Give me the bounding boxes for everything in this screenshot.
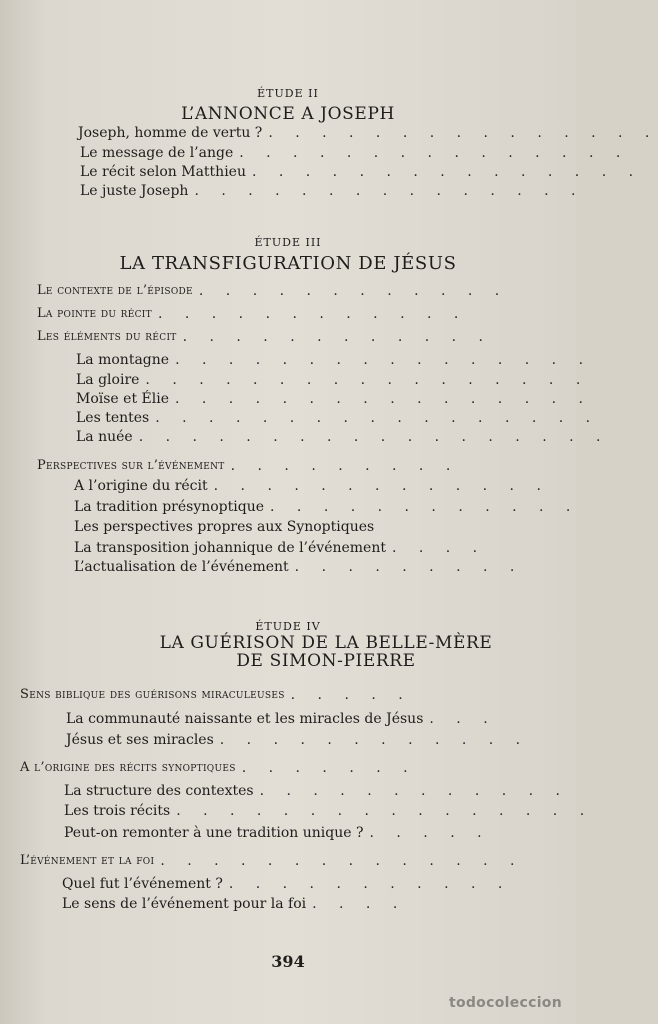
etude-title-line-2: DE SIMON-PIERRE	[236, 651, 416, 671]
toc-entry	[74, 557, 524, 577]
leader-dots: . . . .	[391, 540, 487, 556]
toc-entry-text: La transposition johannique de l’événement	[74, 540, 386, 556]
toc-heading	[37, 456, 460, 476]
toc-entry	[74, 538, 487, 558]
etude-title: LA GUÉRISON DE LA BELLE-MÈRE	[159, 633, 493, 653]
toc-entry	[62, 894, 407, 914]
toc-entry	[76, 350, 593, 370]
toc-entry-text: Peut-on remonter à une tradition unique ?	[64, 825, 364, 841]
leader-dots: . . . . . . . . .	[294, 559, 524, 575]
toc-entry-text: La nuée	[76, 429, 133, 445]
toc-entry-text: L’événement et la foi	[20, 853, 155, 868]
toc-entry-text: La gloire	[76, 372, 140, 388]
toc-entry-text: La montagne	[76, 352, 170, 368]
toc-entry	[74, 497, 580, 517]
etude-label: ÉTUDE IV	[255, 620, 321, 633]
toc-entry-text: Les perspectives propres aux Synoptiques	[74, 519, 375, 535]
toc-entry-text: Les tentes	[76, 410, 150, 426]
toc-entry-text: La pointe du récit	[37, 306, 152, 321]
toc-entry-text: Le message de l’ange	[80, 145, 234, 161]
toc-heading	[20, 851, 524, 871]
leader-dots: . . . . . . . . . . . .	[198, 283, 509, 299]
leader-dots: . . . . . . . . . . . .	[270, 499, 580, 515]
leader-dots: . . . . . . . . . . . . . .	[160, 853, 524, 869]
leader-dots: . . . .	[312, 896, 407, 912]
toc-entry-text: Les trois récits	[64, 803, 171, 819]
toc-entry-text: Les éléments du récit	[37, 329, 177, 344]
toc-entry	[76, 408, 600, 428]
leader-dots: . . . . . . . . . . . . . . .	[268, 125, 658, 141]
toc-entry-text: Sens biblique des guérisons miraculeuses	[20, 687, 285, 702]
toc-entry	[80, 143, 630, 163]
toc-heading	[37, 281, 509, 301]
toc-entry	[66, 709, 516, 729]
toc-entry	[64, 781, 569, 801]
toc-entry-text: Quel fut l’événement ?	[62, 876, 223, 892]
toc-entry-text: La structure des contextes	[64, 783, 254, 799]
toc-entry	[80, 162, 643, 182]
leader-dots: . . . . .	[369, 825, 491, 841]
leader-dots: . . . . . . . . . . . .	[259, 783, 569, 799]
watermark: todocoleccion	[448, 995, 562, 1011]
toc-entry-text: Le contexte de l’épisode	[37, 283, 193, 298]
leader-dots: . . . . . . . . . . . . . . . . .	[155, 410, 600, 426]
etude-label: ÉTUDE II	[257, 87, 319, 100]
leader-dots: . . . . . . . . . . . . . . .	[239, 145, 630, 161]
leader-dots: . . . . . . . . . . . .	[157, 306, 468, 322]
leader-dots: . . . . . . . . . . . . . . . . .	[145, 372, 590, 388]
toc-entry	[64, 801, 594, 821]
toc-entry-text: A l’origine des récits synoptiques	[20, 760, 236, 775]
toc-entry-text: Jésus et ses miracles	[66, 732, 214, 748]
leader-dots: . . . . . . . . . . . . .	[213, 478, 550, 494]
leader-dots: . . . . . . . . . . .	[228, 876, 512, 892]
leader-dots: . . .	[429, 711, 497, 727]
toc-entry	[64, 823, 491, 843]
leader-dots: . . . . . . . . . . . . . . . .	[175, 352, 593, 368]
leader-dots: . . . . . . . . .	[230, 458, 460, 474]
leader-dots: . . . . . . . . . . . . . . .	[194, 183, 585, 199]
toc-entry-text: Moïse et Élie	[76, 391, 169, 407]
etude-label: ÉTUDE III	[254, 236, 322, 249]
toc-heading	[20, 758, 417, 778]
toc-entry	[76, 389, 592, 409]
leader-dots: . . . . . . . . . . . . . . . . . .	[138, 429, 610, 445]
toc-entry	[76, 370, 590, 390]
toc-entry	[80, 181, 585, 201]
leader-dots: . . . . .	[290, 687, 412, 703]
toc-entry	[74, 476, 550, 496]
leader-dots: . . . . . . . . . . . . . . .	[251, 164, 643, 180]
toc-entry	[74, 517, 404, 537]
leader-dots: . . . . . . . . . . . .	[219, 732, 530, 748]
toc-entry	[76, 427, 610, 447]
etude-title: LA TRANSFIGURATION DE JÉSUS	[119, 253, 457, 274]
toc-entry-text: Perspectives sur l’événement	[37, 458, 225, 473]
toc-entry-text: L’actualisation de l’événement	[74, 559, 289, 575]
page-number: 394	[271, 952, 305, 971]
toc-entry-text: Le récit selon Matthieu	[80, 164, 246, 180]
etude-title: L’ANNONCE A JOSEPH	[181, 104, 395, 124]
leader-dots: . . . . . . .	[241, 760, 417, 776]
toc-entry-text: Le sens de l’événement pour la foi	[62, 896, 307, 912]
toc-entry	[66, 730, 530, 750]
toc-entry	[78, 123, 658, 143]
toc-entry-text: La communauté naissante et les miracles de Jésus	[66, 711, 424, 727]
toc-heading	[20, 685, 410, 705]
leader-dots: . . . . . . . . . . . . . . . .	[174, 391, 592, 407]
toc-entry-text: Le juste Joseph	[80, 183, 189, 199]
toc-heading	[37, 304, 468, 324]
leader-dots: . . . . . . . . . . . .	[182, 329, 492, 345]
toc-entry-text: A l’origine du récit	[74, 478, 208, 494]
leader-dots: . . . . . . . . . . . . . . . .	[176, 803, 594, 819]
toc-entry	[62, 874, 512, 894]
toc-entry-text: La tradition présynoptique	[74, 499, 265, 515]
toc-heading	[37, 327, 492, 347]
toc-entry-text: Joseph, homme de vertu ?	[78, 125, 263, 141]
